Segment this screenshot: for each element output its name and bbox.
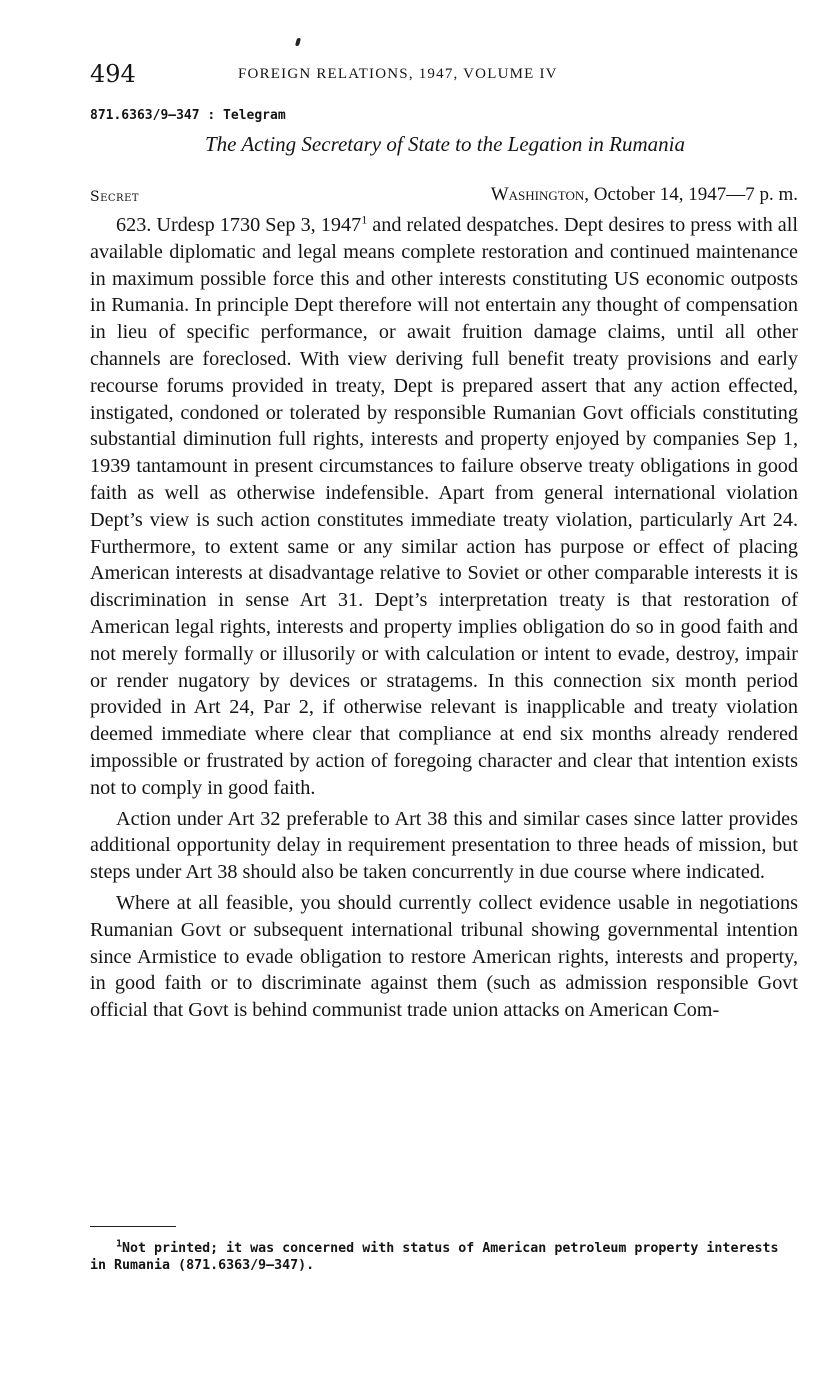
paragraph-3: Where at all feasible, you should currently collect evidence usable in negotiations Rumanian Govt or subsequent international tribunal showing governmental intention since Armistice to evade obligation to restore American rights, interests and property, in good faith or to discriminate against them (such as admission responsible Govt official that Govt is behind communist trade union attacks on American Com-	[90, 891, 798, 1022]
paragraph-2: Action under Art 32 preferable to Art 38 this and similar cases since latter provides additional opportunity delay in requirement presentation to three heads of mission, but steps under Art 38 should also be taken concurrently in due course where indicated.	[90, 807, 798, 884]
place-name: Washington	[490, 184, 585, 205]
file-reference: 871.6363/9–347 : Telegram	[90, 108, 286, 123]
page-header	[90, 60, 800, 94]
document-title: The Acting Secretary of State to the Legation in Rumania	[204, 132, 686, 156]
stray-ink-mark	[295, 38, 301, 46]
telegram-body	[90, 212, 798, 1028]
paragraph-1-start: 623. Urdesp 1730 Sep 3, 1947	[116, 214, 362, 236]
classification-label: Secret	[90, 189, 140, 205]
footnote-reference: 1	[361, 212, 368, 227]
footnote-divider	[90, 1226, 176, 1227]
footnote-number: 1	[116, 1238, 123, 1250]
footnote	[90, 1240, 800, 1274]
page-number: 494	[90, 60, 136, 88]
date-text: , October 14, 1947—7 p. m.	[584, 184, 798, 205]
running-head: FOREIGN RELATIONS, 1947, VOLUME IV	[238, 66, 558, 82]
paragraph-1-rest: and related despatches. Dept desires to press with all available diplomatic and legal means complete restoration and continued maintenance in maximum possible force this and other interests constituting US economic outposts in Rumania. In principle Dept therefore will not entertain any thought of compensation in lieu of specific performance, or await fruition damage claims, until all other channels are foreclosed. With view deriving full benefit treaty provisions and early recourse forums provided in treaty, Dept is prepared assert that any action effected, instigated, condoned or tolerated by responsible Rumanian Govt officials constituting substantial diminution full rights, interests and property enjoyed by companies Sep 1, 1939 tantamount in present circumstances to failure observe treaty obligations in good faith as well as otherwise indefensible. Apart from general international violation Dept’s view is such action constitutes immediate treaty violation, particularly Art 24. Furthermore, to extent same or any similar action has purpose or effect of placing American interests at disadvantage relative to Soviet or other comparable interests it is discrimination in sense Art 31. Dept’s interpretation treaty is that restoration of American legal rights, interests and property implies obligation do so in good faith and not merely formally or illusorily or with calculation or intent to evade, destroy, impair or render nugatory by devices or stratagems. In this connection six month period provided in Art 24, Par 2, if otherwise relevant is inapplicable and treaty violation deemed immediate where clear that compliance at end six months already rendered impossible or frustrated by action of foregoing character and clear that intention exists not to comply in good faith.	[90, 214, 798, 799]
footnote-text: Not printed; it was concerned with status of American petroleum property interests in Rumania (871.6363/9–347).	[90, 1241, 779, 1273]
place-date	[491, 184, 798, 206]
dateline	[90, 184, 798, 212]
paragraph-1	[90, 212, 798, 802]
